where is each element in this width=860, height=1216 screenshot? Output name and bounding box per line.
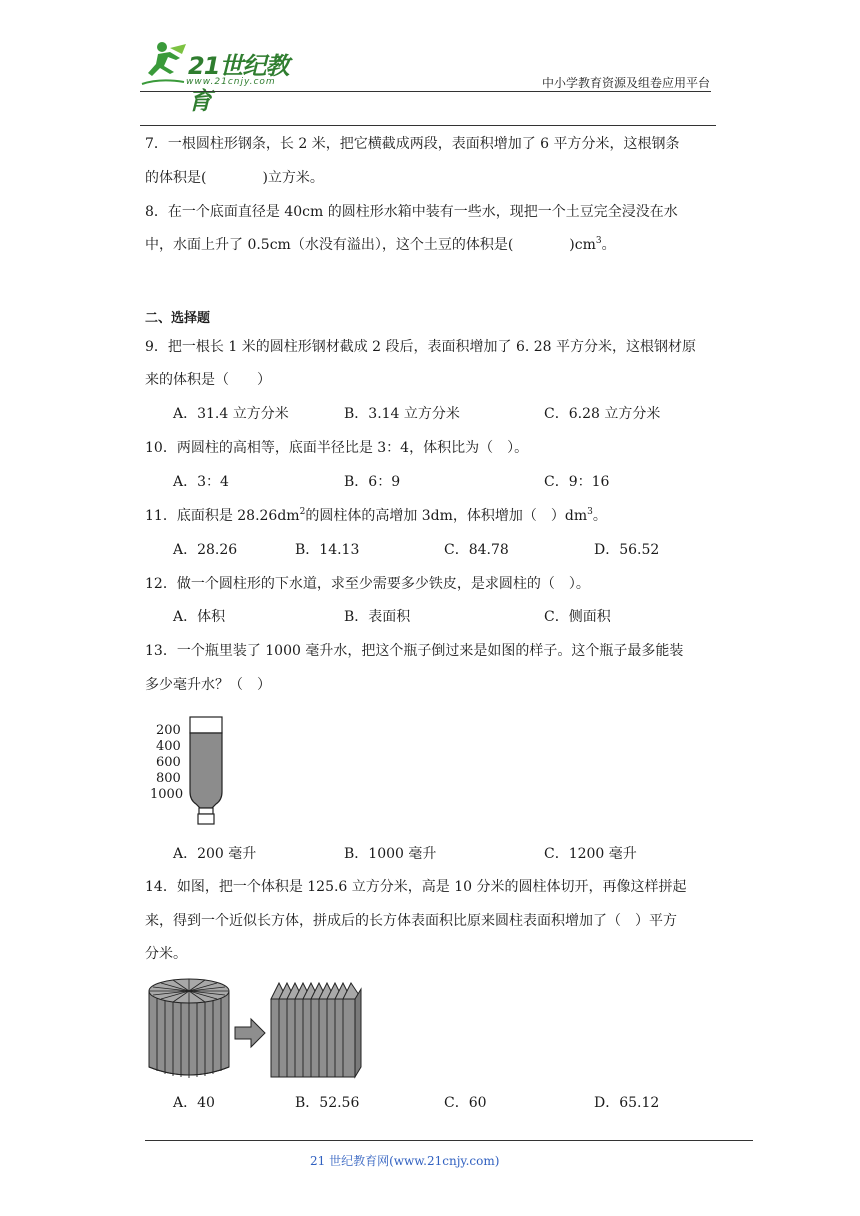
q12-line1: 12．做一个圆柱形的下水道，求至少需要多少铁皮，是求圆柱的（ ）。	[145, 576, 590, 592]
q13-option-b[interactable]: B．1000 毫升	[344, 846, 437, 862]
q14-line1: 14．如图，把一个体积是 125.6 立方分米，高是 10 分米的圆柱体切开，再像这样拼起	[145, 879, 687, 895]
q10-line1: 10．两圆柱的高相等，底面半径比是 3：4，体积比为（ ）。	[145, 440, 529, 456]
footer-text[interactable]: 21 世纪教育网(www.21cnjy.com)	[310, 1154, 500, 1168]
q8-unit-sup: 3	[595, 236, 602, 246]
logo-text: 21世纪教育	[188, 52, 289, 115]
q11-text-c: 。	[592, 508, 607, 524]
q9-option-c[interactable]: C．6.28 立方分米	[544, 406, 661, 422]
q12-option-a[interactable]: A．体积	[173, 609, 226, 625]
q11-sup-b: 3	[587, 507, 593, 517]
q7-line2: 的体积是( )立方米。	[145, 170, 324, 186]
cuboid-icon	[271, 983, 361, 1077]
q9-option-a[interactable]: A．31.4 立方分米	[173, 406, 289, 422]
q10-option-b[interactable]: B．6：9	[344, 474, 401, 490]
q14-line2: 来，得到一个近似长方体，拼成后的长方体表面积比原来圆柱表面积增加了（ ）平方	[145, 913, 677, 929]
q14-line3: 分米。	[145, 946, 187, 962]
bottle-scale-200: 200	[156, 723, 181, 738]
bottle-scale-400: 400	[156, 739, 181, 754]
bottle-scale-600: 600	[156, 755, 181, 770]
bottle-figure	[150, 712, 230, 832]
q11-option-c[interactable]: C．84.78	[444, 542, 509, 558]
q13-line1: 13．一个瓶里装了 1000 毫升水，把这个瓶子倒过来是如图的样子。这个瓶子最多能装	[145, 643, 684, 659]
q9-line2: 来的体积是（ ）	[145, 372, 271, 388]
q8-line2-text: 中，水面上升了 0.5cm（水没有溢出），这个土豆的体积是( )cm	[145, 237, 596, 253]
q14-option-c[interactable]: C．60	[444, 1095, 487, 1111]
section-title: 二、选择题	[145, 311, 211, 326]
q11-option-a[interactable]: A．28.26	[173, 542, 238, 558]
cylinder-icon	[149, 979, 229, 1078]
q14-option-a[interactable]: A．40	[173, 1095, 215, 1111]
logo-url: www.21cnjy.com	[186, 77, 276, 87]
cylinder-cut-diagram	[145, 975, 385, 1085]
bottle-icon	[188, 712, 228, 832]
q8-line2-end: 。	[601, 237, 616, 253]
header-logo	[140, 40, 310, 115]
q11-line1	[145, 506, 607, 526]
q14-option-b[interactable]: B．52.56	[295, 1095, 360, 1111]
q7-line1: 7．一根圆柱形钢条，长 2 米，把它横截成两段，表面积增加了 6 平方分米，这根钢条	[145, 136, 680, 152]
bottle-scale-800: 800	[156, 771, 181, 786]
runner-logo-icon	[140, 40, 188, 86]
bottle-scale-1000: 1000	[150, 787, 184, 802]
q11-text-a: 11．底面积是 28.26dm	[145, 508, 300, 524]
footer-rule	[145, 1140, 753, 1141]
content-top-rule	[140, 125, 716, 126]
q14-option-d[interactable]: D．65.12	[594, 1095, 660, 1111]
header-rule	[140, 91, 711, 92]
q12-option-b[interactable]: B．表面积	[344, 609, 411, 625]
q13-option-c[interactable]: C．1200 毫升	[544, 846, 637, 862]
q11-option-d[interactable]: D．56.52	[594, 542, 660, 558]
q12-option-c[interactable]: C．侧面积	[544, 609, 611, 625]
q10-option-a[interactable]: A．3：4	[173, 474, 229, 490]
cylinder-to-cuboid-figure	[145, 975, 385, 1085]
q11-option-b[interactable]: B．14.13	[295, 542, 360, 558]
q10-option-c[interactable]: C．9：16	[544, 474, 610, 490]
q13-line2: 多少毫升水？（ ）	[145, 677, 271, 693]
q11-text-b: 的圆柱体的高增加 3dm，体积增加（ ）dm	[305, 508, 588, 524]
platform-label: 中小学教育资源及组卷应用平台	[541, 76, 710, 90]
q9-option-b[interactable]: B．3.14 立方分米	[344, 406, 460, 422]
arrow-right-icon	[235, 1019, 265, 1047]
q13-option-a[interactable]: A．200 毫升	[173, 846, 257, 862]
q8-line2	[145, 235, 616, 255]
q8-line1: 8．在一个底面直径是 40cm 的圆柱形水箱中装有一些水，现把一个土豆完全浸没在水	[145, 204, 678, 220]
q11-sup-a: 2	[299, 507, 306, 517]
q9-line1: 9．把一根长 1 米的圆柱形钢材截成 2 段后，表面积增加了 6. 28 平方分米，这根钢材原	[145, 339, 697, 355]
